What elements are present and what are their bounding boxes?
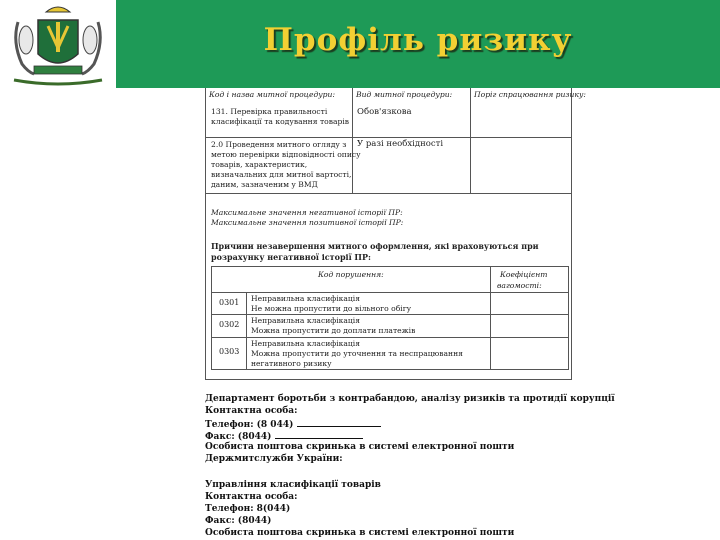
dept1-fax-blank: [275, 429, 363, 439]
reasons-row1-line1: Неправильна класифікація: [251, 294, 361, 303]
customs-service-name: Держмитслужби України:: [205, 454, 343, 464]
dept2-contact-label: Контактна особа:: [205, 492, 298, 502]
reasons-row1-code: 0301: [219, 298, 240, 307]
max-positive-history: Максимальне значення позитивної історії ПР:: [211, 218, 404, 227]
reasons-table-right: [568, 266, 569, 369]
dept1-fax-text: Факс: (8044): [205, 432, 272, 442]
table1-row2-code-line2: метою перевірки відповідності опису: [211, 150, 361, 159]
table1-row2-code-line1: 2.0 Проведення митного огляду з: [211, 140, 347, 149]
dept1-contact-label: Контактна особа:: [205, 406, 298, 416]
dept1-mailbox: Особиста поштова скринька в системі електронної пошти: [205, 442, 515, 452]
table1-row-divider: [206, 137, 571, 138]
reasons-table-header-bottom: [211, 292, 569, 293]
document-border-right: [571, 88, 572, 380]
table1-header-code: Код і назва митної процедури:: [209, 90, 335, 99]
reasons-row-divider-1: [211, 314, 569, 315]
reasons-row3-line3: негативного ризику: [251, 359, 332, 368]
dept1-name: Департамент боротьби з контрабандою, аналізу ризиків та протидії корупції: [205, 394, 615, 404]
table1-row2-type: У разі необхідності: [357, 139, 444, 149]
reasons-row3-line1: Неправильна класифікація: [251, 339, 361, 348]
reasons-table-bottom: [211, 369, 569, 370]
table1-row2-code-line4: визначальних для митної вартості,: [211, 170, 352, 179]
dept2-mailbox: Особиста поштова скринька в системі електронної пошти: [205, 528, 515, 538]
reasons-row3-line2: Можна пропустити до уточнення та неспрацювання: [251, 349, 463, 358]
reasons-weight-divider: [490, 266, 491, 369]
reasons-row3-code: 0303: [219, 347, 240, 356]
max-negative-history: Максимальне значення негативної історії ПР:: [211, 208, 403, 217]
reasons-header-code: Код порушення:: [318, 270, 384, 279]
table1-bottom: [206, 193, 571, 194]
dept2-fax: Факс: (8044): [205, 516, 272, 526]
dept1-phone-text: Телефон: (8 044): [205, 420, 294, 430]
reasons-row2-code: 0302: [219, 320, 240, 329]
table1-row1-code-line1: 131. Перевірка правильності: [211, 107, 328, 116]
reasons-table-left: [211, 266, 212, 369]
reasons-row1-line2: Не можна пропустити до вільного обігу: [251, 304, 412, 313]
dept2-phone: Телефон: 8(044): [205, 504, 291, 514]
dept1-phone-blank: [297, 417, 381, 427]
document-border-bottom: [205, 379, 572, 380]
table1-header-type: Вид митної процедури:: [356, 90, 453, 99]
page-title: Профіль ризику: [263, 22, 573, 58]
dept2-name: Управління класифікації товарів: [205, 480, 381, 490]
document-border-left: [205, 88, 206, 380]
reasons-header-weight-line2: вагомості:: [497, 281, 542, 290]
reasons-row-divider-2: [211, 337, 569, 338]
reasons-row2-line1: Неправильна класифікація: [251, 316, 361, 325]
reasons-header-weight-line1: Коефіцієнт: [500, 270, 548, 279]
table1-col-divider-2: [470, 88, 471, 193]
reasons-code-divider: [246, 292, 247, 369]
reasons-heading-line1: Причини незавершення митного оформлення, які враховуються при: [211, 241, 539, 251]
table1-row1-type: Обов'язкова: [357, 107, 412, 117]
table1-row1-code-line2: класифікації та кодування товарів: [211, 117, 350, 126]
coat-of-arms-icon: [4, 2, 112, 86]
reasons-table-top: [211, 266, 569, 267]
reasons-row2-line2: Можна пропустити до доплати платежів: [251, 326, 416, 335]
table1-col-divider-1: [352, 88, 353, 193]
table1-header-threshold: Поріг спрацювання ризику:: [474, 90, 586, 99]
table1-row2-code-line3: товарів, характеристик,: [211, 160, 308, 169]
table1-row2-code-line5: даним, зазначеним у ВМД: [211, 180, 318, 189]
reasons-heading-line2: розрахунку негативної історії ПР:: [211, 252, 371, 262]
